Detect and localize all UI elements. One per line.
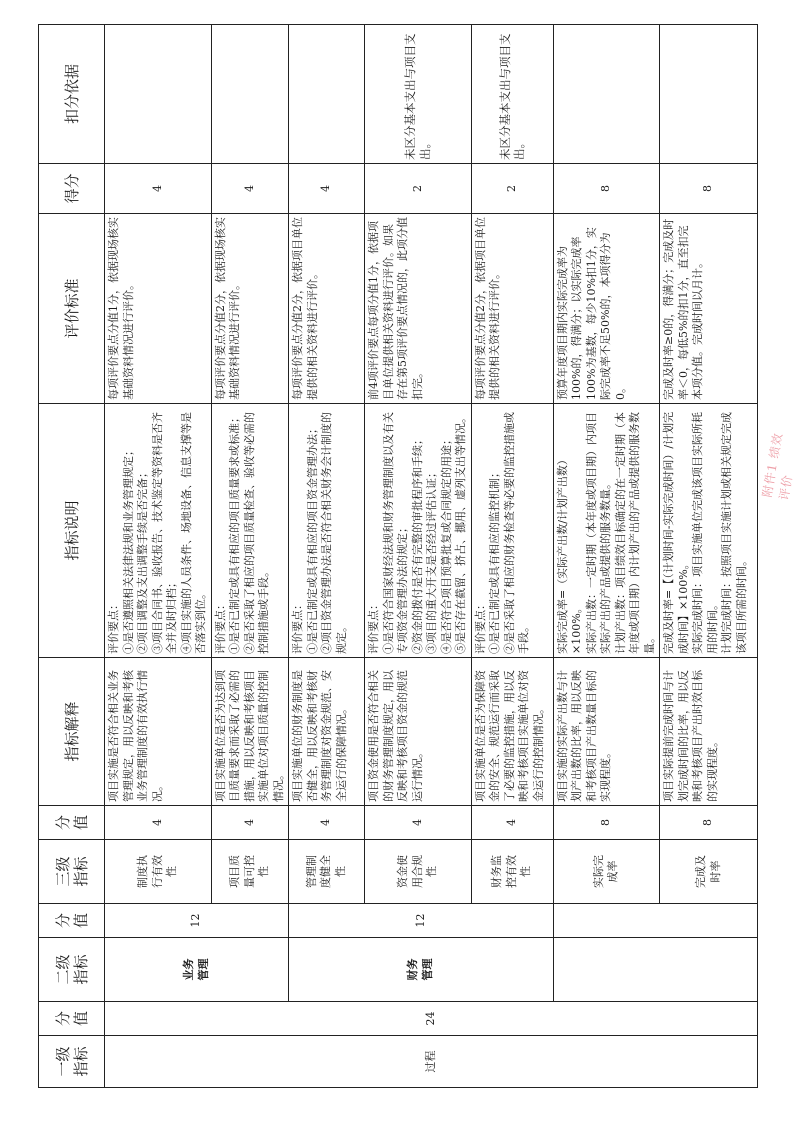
criteria-cell: 预算年度项目期内实际完成率为100%的，得满分；以实际完成率100%为基数，每少10%扣1分，实际完成率不足50%的，本项得分为0。 [553,214,660,404]
explain-cell: 项目实际提前完成时间与计划完成时间的比率，用以反映和考核项目产出时效目标的实现程度。 [660,658,758,806]
header-row [39,25,105,1088]
header-deduct: 扣分依据 [39,25,105,164]
desc-cell: 评价要点： ①是否已制定或具有相应的项目质量要求或标准； ②是否采取了相应的项目质量检查、验收等必需的控制措施或手段。 [211,404,289,658]
header-level2: 二级 指标 [39,938,105,1002]
score-cell: 4 [211,164,289,214]
criteria-cell: 每项评价要点分值2分，依据项目单位提供的相关资料进行评价。 [289,214,365,404]
criteria-cell: 每项评价要点分值2分，依据项目单位提供的相关资料进行评价。 [471,214,553,404]
header-score1: 分值 [39,1002,105,1036]
explain-cell: 项目实施单位是否为保障资金的安全、规范运行而采取了必要的监控措施，用以反映和考核项目实施单位对资金运行的控制情况。 [471,658,553,806]
criteria-cell: 每项评价要点分值2分，依据现场核实基础资料情况进行评价。 [211,214,289,404]
level3-score: 8 [553,806,660,840]
header-score2: 分值 [39,904,105,938]
level3-name: 资金使 用合规 性 [365,840,472,904]
header-score3: 分 值 [39,806,105,840]
explain-cell: 项目实施单位的财务制度是否健全，用以反映和考核财务管理制度对资金规范、安全运行的保障情况。 [289,658,365,806]
score-cell: 8 [553,164,660,214]
header-level1: 一级 指标 [39,1036,105,1088]
level3-score: 4 [471,806,553,840]
header-desc: 指标说明 [39,404,105,658]
level3-name: 制度执 行有效 性 [105,840,212,904]
table-row [289,25,365,1088]
explain-cell: 项目资金使用是否符合相关的财务管理制度规定，用以反映和考核项目资金的规范运行情况。 [365,658,472,806]
level3-name: 管理制 度健全 性 [289,840,365,904]
score-cell: 2 [471,164,553,214]
desc-cell: 实际完成率=（实际产出数/计划产出数）×100%。 实际产出数：一定时期（本年度或项目期）内项目实际产出的产品或提供的服务数量。 计划产出数：项目绩效目标确定的在一定时期（本年度或项目期）内计划产出的产品或提供的服务数量。 [553,404,660,658]
criteria-cell: 前4项评价要点每项分值1分，依据项目单位提供相关资料进行评价。如果存在第5项评价要点情况的，此项分值扣完。 [365,214,472,404]
level3-name: 实际完 成率 [553,840,660,904]
desc-cell: 评价要点： ①是否遵照相关法律法规和业务管理规定； ②项目调整及支出调整手续是否完备； ③项目合同书、验收报告、技术鉴定等资料是否齐全并及时归档； ④项目实施的人员条件、场地设备、信息支撑等是否落实到位。 [105,404,212,658]
explain-cell: 项目实施的实际产出数与计划产出数的比率，用以反映和考核项目产出数量目标的实现程度。 [553,658,660,806]
table-row [105,25,212,1088]
group-score1: 24 [105,1002,758,1036]
desc-cell: 评价要点： ①是否符合国家财经法规和财务管理制度以及有关专项资金管理办法的规定； ②资金的拨付是否有完整的审批程序和手续； ③项目的重大开支是否经过评估认证； ④是否符合项目预算批复或合同规定的用途； ⑤是否存在截留、挤占、挪用、虚列支出等情况。 [365,404,472,658]
deduct-cell [211,25,289,164]
level3-name: 项目质 量可控 性 [211,840,289,904]
score-cell: 4 [105,164,212,214]
level3-score: 4 [211,806,289,840]
level3-name: 完成及 时率 [660,840,758,904]
level2-business: 业务 管理 [105,938,289,1002]
desc-cell: 评价要点： ①是否已制定或具有相应的监控机制； ②是否采取了相应的财务检查等必要的监控措施或手段。 [471,404,553,658]
header-got: 得分 [39,164,105,214]
header-explain: 指标解释 [39,658,105,806]
desc-cell: 完成及时率=【（计划时间-实际完成时间）/计划完成时间】×100%。 实际完成时间：项目实施单位完成该项目实际所耗用的时间。 计划完成时间：按照项目实施计划或相关规定完成该项目所需的时间。 [660,404,758,658]
level2-blank [553,938,758,1002]
score-cell: 8 [660,164,758,214]
deduct-cell [105,25,212,164]
level2-finance-score: 12 [289,904,554,938]
explain-cell: 项目实施单位是否为达到项目质量要求而采取了必需的措施，用以反映和考核项目实施单位对项目质量的控制情况。 [211,658,289,806]
level2-score-blank [553,904,758,938]
deduct-cell [553,25,660,164]
level2-finance: 财务 管理 [289,938,554,1002]
deduct-cell [289,25,365,164]
deduct-cell: 未区分基本支出与项目支出。 [471,25,553,164]
level3-name: 财务监 控有效 性 [471,840,553,904]
header-level3: 三级 指标 [39,840,105,904]
performance-evaluation-table [38,24,758,1088]
header-criteria: 评价标准 [39,214,105,404]
level3-score: 4 [289,806,365,840]
level3-score: 4 [105,806,212,840]
explain-cell: 项目实施是否符合相关业务管理规定，用以反映和考核业务管理制度的有效执行情况。 [105,658,212,806]
table-row [553,25,660,1088]
level2-business-score: 12 [105,904,289,938]
criteria-cell: 每项评价要点分值1分，依据现场核实基础资料情况进行评价。 [105,214,212,404]
group-level1: 过程 [105,1036,758,1088]
score-cell: 2 [365,164,472,214]
criteria-cell: 完成及时率≥0的，得满分；完成及时率＜0，每低5%的扣1分，直至扣完本项分值。完成时间以月计。 [660,214,758,404]
level3-score: 4 [365,806,472,840]
deduct-cell: 未区分基本支出与项目支出。 [365,25,472,164]
desc-cell: 评价要点： ①是否已制定或具有相应的项目资金管理办法； ②项目资金管理办法是否符合相关财务会计制度的规定。 [289,404,365,658]
deduct-cell [660,25,758,164]
level3-score: 8 [660,806,758,840]
red-stamp-mark: 附件1 绩效评价 [760,431,796,502]
score-cell: 4 [289,164,365,214]
